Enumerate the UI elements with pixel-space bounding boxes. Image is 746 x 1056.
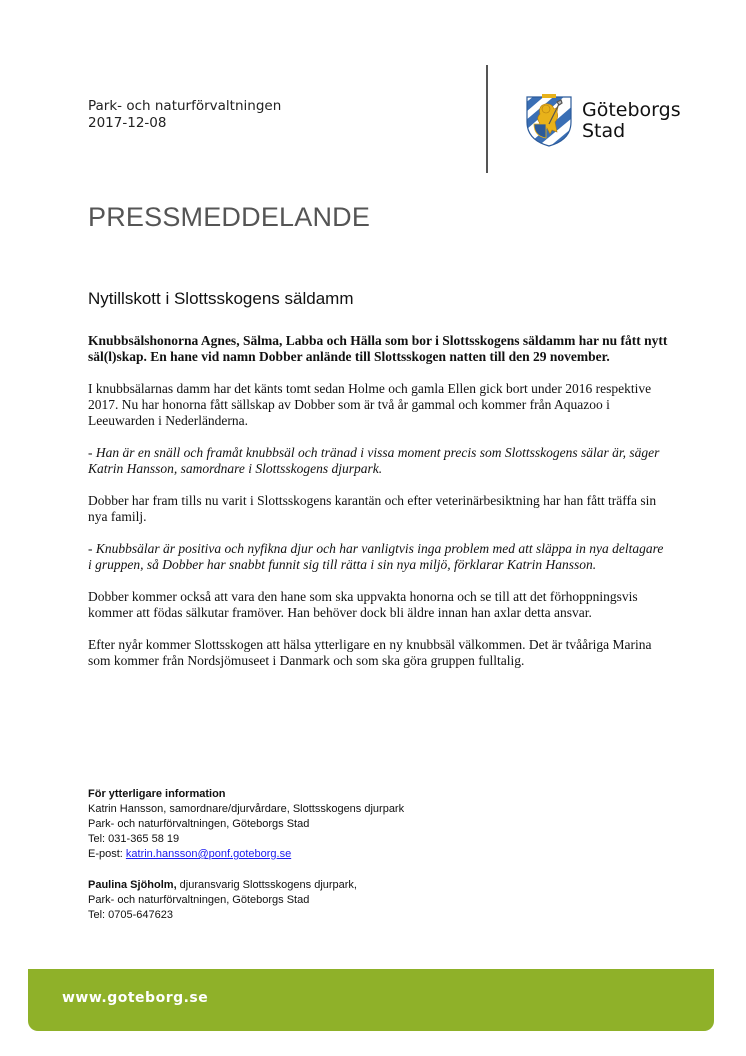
body-paragraph-4: Efter nyår kommer Slottsskogen att hälsa ytterligare en ny knubbsäl välkommen. Det är tvååriga Marina som kommer från Nordsjömuseet i Danmark och som ska göra gruppen fulltalig. — [88, 637, 652, 668]
contact-2-line-1 — [88, 878, 648, 893]
department-name: Park- och naturförvaltningen — [88, 98, 282, 114]
contact-block-1 — [88, 787, 648, 862]
quote-paragraph-1: - Han är en snäll och framåt knubbsäl och tränad i vissa moment precis som Slottsskogens sälar är, säger Katrin Hansson, samordnare i Slottsskogens djurpark. — [88, 445, 660, 476]
coat-of-arms-icon — [524, 94, 574, 148]
contact-2-name: Paulina Sjöholm, — [88, 879, 177, 891]
footer-bar — [28, 969, 714, 1031]
logo-line-1: Göteborgs — [582, 99, 681, 121]
contact-information — [88, 787, 648, 939]
contact-1-line-1: Katrin Hansson, samordnare/djurvårdare, Slottsskogens djurpark — [88, 803, 405, 815]
contact-1-phone: Tel: 031-365 58 19 — [88, 833, 180, 845]
header-divider — [486, 65, 488, 173]
contact-2-phone: Tel: 0705-647623 — [88, 909, 174, 921]
email-link[interactable]: katrin.hansson@ponf.goteborg.se — [125, 848, 292, 860]
lead-paragraph: Knubbsälshonorna Agnes, Sälma, Labba och Hälla som bor i Slottsskogens säldamm har nu fått nytt säl(l)skap. En hane vid namn Dobber anlände till Slottsskogen natten till den 29 november. — [88, 333, 668, 364]
contact-2-line-2: Park- och naturförvaltningen, Göteborgs Stad — [88, 894, 310, 906]
document-date: 2017-12-08 — [88, 115, 167, 131]
body-paragraph-1: I knubbsälarnas damm har det känts tomt sedan Holme och gamla Ellen gick bort under 2016 respektive 2017. Nu har honorna fått sällskap av Dobber som är två år gammal och kommer från Aquazoo i Leeuwarden i Nederländerna. — [88, 381, 652, 428]
goteborgs-stad-logo — [524, 94, 694, 154]
header-department-block — [88, 98, 281, 132]
logo-wordmark — [582, 100, 681, 142]
contact-1-line-2: Park- och naturförvaltningen, Göteborgs Stad — [88, 818, 310, 830]
body-paragraph-2: Dobber har fram tills nu varit i Slottsskogens karantän och efter veterinärbesiktning har han fått träffa sin nya familj. — [88, 493, 657, 524]
contact-block-2 — [88, 878, 648, 923]
body-paragraph-3: Dobber kommer också att vara den hane som ska uppvakta honorna och se till att det förhoppningsvis kommer att födas sälkutar framöver. Han behöver dock bli äldre innan han axlar detta ansvar. — [88, 589, 638, 620]
contact-heading: För ytterligare information — [88, 788, 226, 800]
footer-url-link[interactable]: www.goteborg.se — [62, 990, 209, 1006]
press-release-body — [88, 333, 668, 685]
document-type-title: PRESSMEDDELANDE — [88, 202, 371, 232]
contact-2-role: djuransvarig Slottsskogens djurpark, — [176, 879, 357, 891]
quote-paragraph-2: - Knubbsälar är positiva och nyfikna djur och har vanligtvis inga problem med att släppa in nya deltagare i gruppen, så Dobber har snabbt funnit sig till rätta i sin nya miljö, förklarar Katrin Hansson. — [88, 541, 664, 572]
email-label: E-post: — [88, 848, 126, 860]
press-headline: Nytillskott i Slottsskogens säldamm — [88, 289, 354, 308]
contact-1-email-row — [88, 847, 648, 862]
logo-line-2: Stad — [582, 120, 626, 142]
